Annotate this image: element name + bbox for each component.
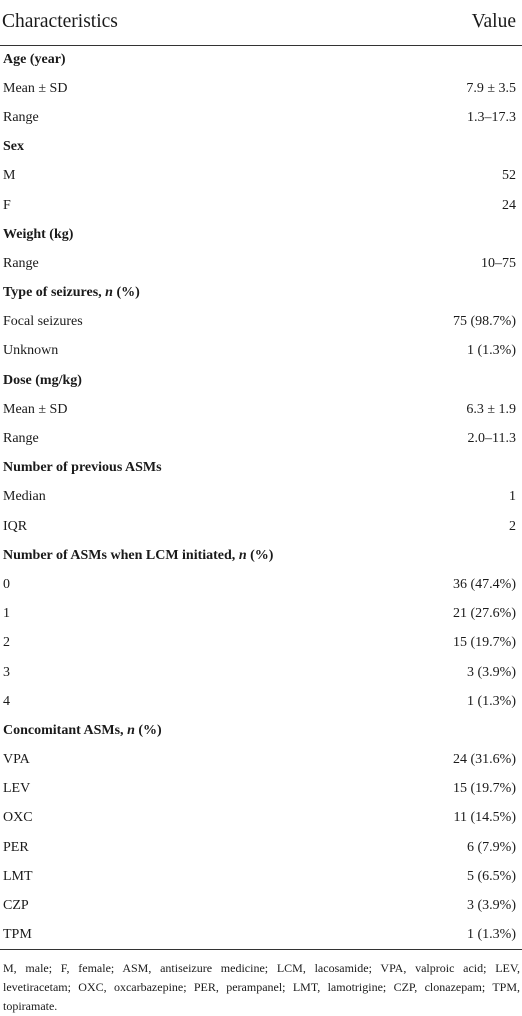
- label-text: Concomitant ASMs,: [3, 722, 128, 738]
- table-row: [0, 483, 522, 512]
- row-value: 3 (3.9%): [467, 898, 516, 914]
- table-row: [0, 775, 522, 804]
- label-text: Type of seizures,: [3, 285, 106, 301]
- row-label: [0, 570, 410, 599]
- row-label: [0, 600, 410, 629]
- row-value: 2.0–11.3: [467, 431, 516, 447]
- row-label: [0, 862, 410, 891]
- section-label: [0, 279, 410, 308]
- row-value: 5 (6.5%): [467, 868, 516, 884]
- table-row: [0, 570, 522, 599]
- row-value: 21 (27.6%): [453, 606, 516, 622]
- label-text: 4: [3, 693, 10, 709]
- row-label: [0, 775, 410, 804]
- label-text: Mean ± SD: [3, 401, 68, 417]
- row-label: [0, 308, 410, 337]
- row-value: 7.9 ± 3.5: [466, 80, 516, 96]
- label-text: Range: [3, 109, 39, 125]
- section-header-row: [0, 454, 522, 483]
- label-text: OXC: [3, 810, 33, 826]
- row-label: [0, 629, 410, 658]
- row-value: 11 (14.5%): [453, 810, 516, 826]
- row-label: [0, 191, 410, 220]
- row-value: 1 (1.3%): [467, 343, 516, 359]
- row-value: [410, 366, 522, 395]
- header-value: Value: [410, 0, 522, 45]
- row-value: 10–75: [481, 255, 516, 271]
- row-label: [0, 512, 410, 541]
- row-value: 6 (7.9%): [467, 839, 516, 855]
- section-label: [0, 454, 410, 483]
- row-label: [0, 424, 410, 453]
- table-row: [0, 512, 522, 541]
- label-suffix: (%): [134, 722, 162, 738]
- label-italic-n: n: [238, 547, 247, 563]
- row-value: 2: [509, 518, 516, 534]
- row-value: 36 (47.4%): [453, 576, 516, 592]
- header-characteristics: Characteristics: [0, 0, 410, 45]
- section-header-row: [0, 716, 522, 745]
- table-row: [0, 162, 522, 191]
- label-text: 0: [3, 576, 10, 592]
- row-label: [0, 395, 410, 424]
- section-label: [0, 45, 410, 74]
- row-value: [410, 220, 522, 249]
- table-row: [0, 249, 522, 278]
- table-row: [0, 395, 522, 424]
- row-value: 15 (19.7%): [453, 635, 516, 651]
- table-row: [0, 337, 522, 366]
- section-label: [0, 541, 410, 570]
- row-value: [410, 541, 522, 570]
- label-suffix: (%): [112, 285, 140, 301]
- row-value: 15 (19.7%): [453, 781, 516, 797]
- row-label: [0, 103, 410, 132]
- table-row: [0, 103, 522, 132]
- section-label: [0, 133, 410, 162]
- table-row: [0, 891, 522, 920]
- table-row: [0, 921, 522, 950]
- table-header-row: [0, 0, 522, 45]
- label-text: Number of ASMs when LCM initiated,: [3, 547, 239, 563]
- label-italic-n: n: [105, 285, 113, 301]
- table-row: [0, 74, 522, 103]
- label-text: Sex: [3, 139, 24, 155]
- row-label: [0, 687, 410, 716]
- section-label: [0, 366, 410, 395]
- row-value: 1 (1.3%): [410, 921, 522, 950]
- section-label: [0, 716, 410, 745]
- label-text: CZP: [3, 898, 29, 914]
- row-label: [0, 891, 410, 920]
- section-header-row: [0, 133, 522, 162]
- label-text: PER: [3, 839, 29, 855]
- label-text: 1: [3, 606, 10, 622]
- label-text: LEV: [3, 781, 31, 797]
- label-suffix: (%): [246, 547, 274, 563]
- row-label: [0, 74, 410, 103]
- row-value: 24: [502, 197, 516, 213]
- label-text: 2: [3, 635, 10, 651]
- label-text: Weight (kg): [3, 226, 74, 242]
- row-value: 1: [509, 489, 516, 505]
- section-header-row: [0, 541, 522, 570]
- row-value: [410, 279, 522, 308]
- row-value: [410, 133, 522, 162]
- row-value: 75 (98.7%): [453, 314, 516, 330]
- row-label: [0, 804, 410, 833]
- row-value: [410, 454, 522, 483]
- table-row: [0, 424, 522, 453]
- table-row: [0, 191, 522, 220]
- row-value: [410, 716, 522, 745]
- table-row: [0, 687, 522, 716]
- row-label: [0, 483, 410, 512]
- row-value: 1.3–17.3: [467, 109, 516, 125]
- label-text: Range: [3, 255, 39, 271]
- row-value: 24 (31.6%): [453, 752, 516, 768]
- row-label: [0, 337, 410, 366]
- label-text: Number of previous ASMs: [3, 460, 162, 476]
- label-text: Unknown: [3, 343, 59, 359]
- table-row: [0, 658, 522, 687]
- table-row: [0, 629, 522, 658]
- row-value: 3 (3.9%): [467, 664, 516, 680]
- row-value: 6.3 ± 1.9: [466, 401, 516, 417]
- label-text: Age (year): [3, 51, 66, 67]
- table-row: [0, 862, 522, 891]
- section-header-row: [0, 279, 522, 308]
- label-text: Range: [3, 431, 39, 447]
- row-value: [410, 45, 522, 74]
- table-body: [0, 45, 522, 950]
- label-text: LMT: [3, 868, 33, 884]
- row-label: [0, 162, 410, 191]
- row-value: 52: [502, 168, 516, 184]
- row-label: [0, 658, 410, 687]
- table-row: [0, 833, 522, 862]
- row-label: [0, 249, 410, 278]
- label-text: F: [3, 197, 11, 213]
- label-text: Dose (mg/kg): [3, 372, 82, 388]
- label-text: Focal seizures: [3, 314, 83, 330]
- label-italic-n: n: [127, 722, 135, 738]
- label-text: TPM: [3, 926, 32, 942]
- section-header-row: [0, 220, 522, 249]
- row-label: [0, 921, 410, 950]
- row-label: [0, 746, 410, 775]
- table-footnote: M, male; F, female; ASM, antiseizure medicine; LCM, lacosamide; VPA, valproic acid; LEV, levetiracetam; OXC, oxcarbazepine; PER, perampanel; LMT, lamotrigine; CZP, clonazepam; TPM, topiramate.: [3, 961, 520, 1014]
- section-header-row: [0, 45, 522, 74]
- row-label: [0, 833, 410, 862]
- section-label: [0, 220, 410, 249]
- label-text: M: [3, 168, 16, 184]
- table-row: [0, 746, 522, 775]
- table-row: [0, 600, 522, 629]
- table-row: [0, 804, 522, 833]
- table-row: [0, 308, 522, 337]
- label-text: 3: [3, 664, 10, 680]
- label-text: Mean ± SD: [3, 80, 68, 96]
- label-text: VPA: [3, 752, 30, 768]
- row-value: 1 (1.3%): [467, 693, 516, 709]
- section-header-row: [0, 366, 522, 395]
- label-text: IQR: [3, 518, 28, 534]
- label-text: Median: [3, 489, 46, 505]
